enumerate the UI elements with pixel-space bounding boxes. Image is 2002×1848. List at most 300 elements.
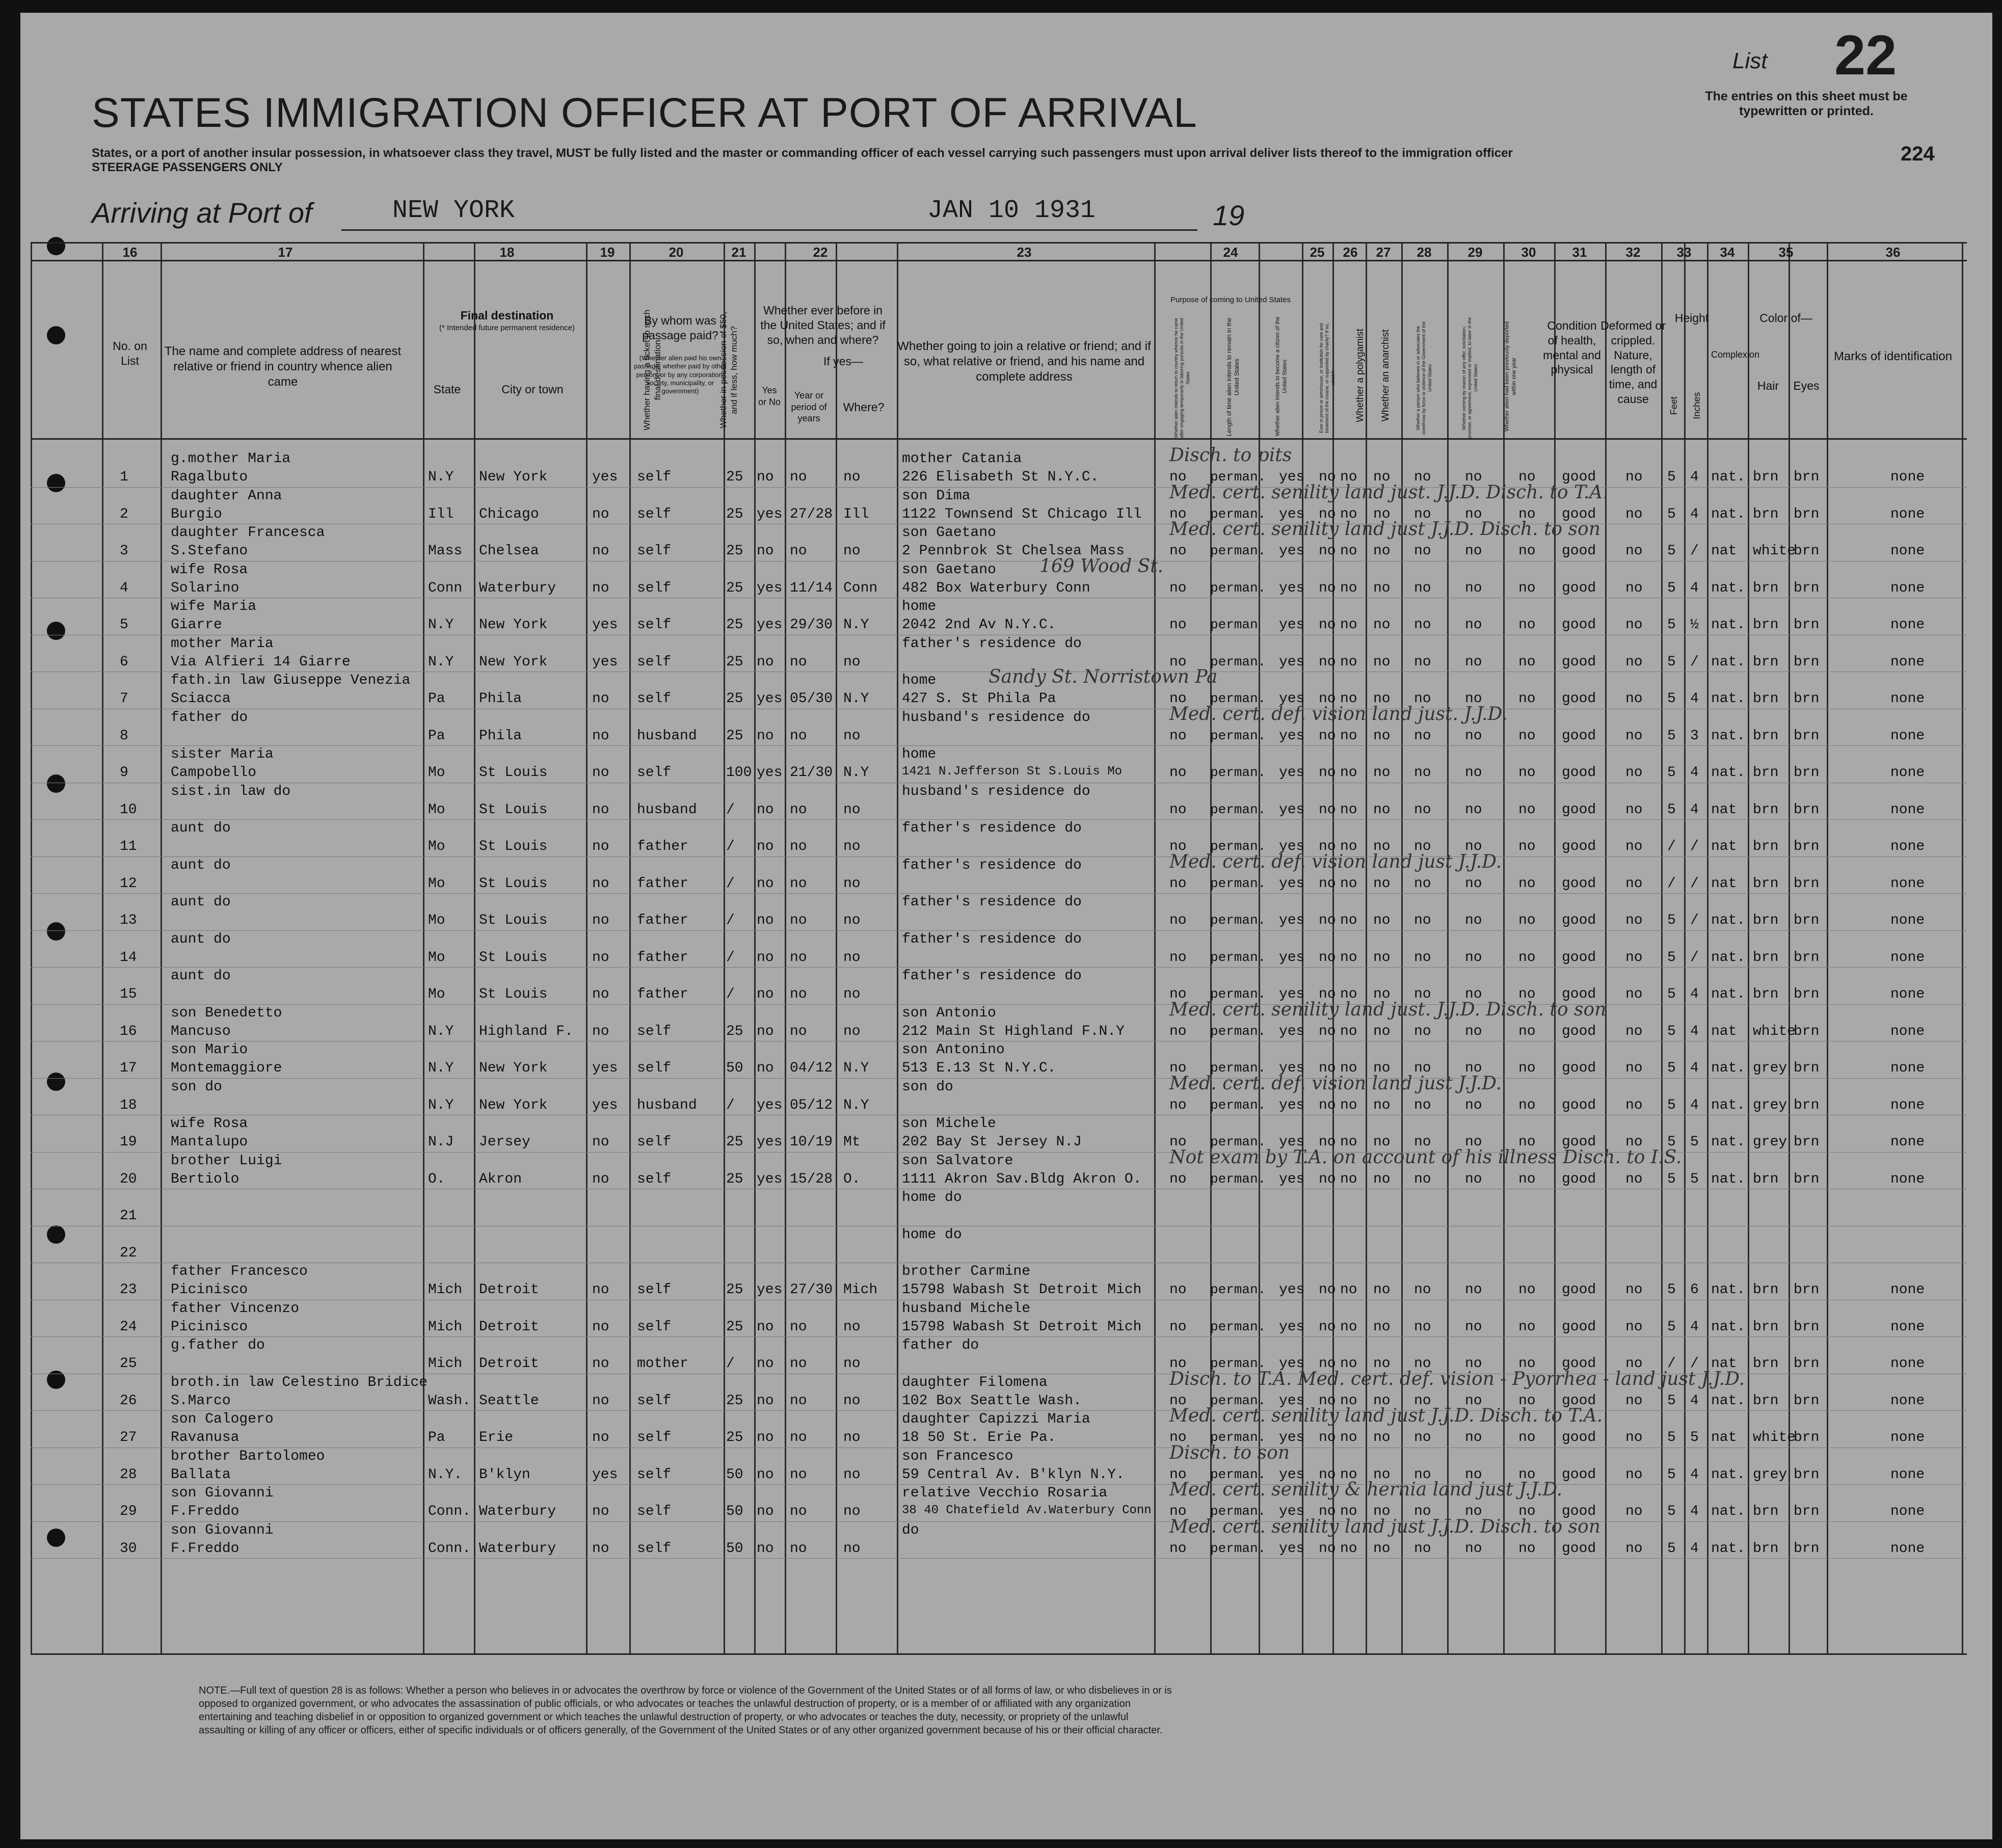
health-cell: good [1562,543,1596,559]
where-cell: no [843,1023,861,1039]
health-cell: good [1562,1282,1596,1298]
prison-cell: no [1319,1097,1336,1113]
eyes-cell: brn [1794,1430,1820,1445]
hair-cell: brn [1753,1540,1779,1557]
state-cell: Mo [428,949,445,966]
deformed-cell: no [1625,617,1643,633]
anarchist-cell: no [1373,1504,1391,1519]
subtitle: States, or a port of another insular possession, in whatsoever class they travel, MUST be fully listed and the master or commanding officer of each vessel carrying such passengers must upon arrival deliver lists thereof to the immigration officer [92,146,1513,160]
anarchist-cell: no [1373,506,1391,522]
joining-address: 102 Box Seattle Wash. [902,1392,1082,1409]
where-cell: Mich [843,1282,878,1298]
joining-address: 226 Elisabeth St N.Y.C. [902,469,1099,485]
anarchist-cell: no [1373,691,1391,707]
polygamist-cell: no [1340,1171,1357,1187]
header-offer: Whether coming by reason of any offer, solicitation, promise, or agreement, expressed or implied, to labor in the United States [1461,317,1478,439]
overthrow-cell: no [1414,1171,1431,1187]
ticket-cell: no [592,986,609,1002]
ticket-cell: no [592,765,609,781]
row-number: 9 [120,765,128,781]
passage-cell: self [637,1466,672,1483]
year-cell: no [790,1023,807,1039]
complexion-cell: nat. [1711,1392,1746,1409]
feet-cell: 5 [1667,728,1676,744]
header-passage-note: (Whether alien paid his own passage, whether paid by other person, or by any corporation, society, municipality, or government) [634,354,727,395]
complexion-cell: nat. [1711,1466,1746,1483]
marks-cell: none [1890,1319,1925,1335]
handwritten-note: Med. cert. def. vision land just J.J.D. [1169,1073,1502,1094]
complexion-cell: nat [1711,1356,1737,1372]
inches-cell: 6 [1690,1282,1699,1298]
joining-name: do [902,1522,919,1538]
relative-name: g.mother Maria [171,451,291,467]
offer-cell: no [1465,1504,1482,1519]
polygamist-cell: no [1340,691,1357,707]
offer-cell: no [1465,506,1482,522]
eyes-cell: brn [1794,728,1820,744]
row-number: 11 [120,839,137,854]
city-cell: Waterbury [479,1540,556,1557]
header-final-destination: Final destination [460,309,554,322]
offer-cell: no [1465,1060,1482,1076]
eyes-cell: brn [1794,875,1820,892]
feet-cell: 5 [1667,1134,1676,1150]
overthrow-cell: no [1414,1023,1431,1039]
hair-cell: grey [1753,1134,1787,1150]
joining-name: home do [902,1190,962,1206]
ticket-cell: no [592,580,609,596]
header-passage: By whom was passage paid? [642,314,718,342]
header-polygamist: Whether a polygamist [1355,329,1366,422]
ticket-cell: no [592,1171,609,1187]
marks-cell: none [1890,875,1925,892]
hair-cell: brn [1753,801,1779,818]
year-cell: 10/19 [790,1134,833,1150]
anarchist-cell: no [1373,839,1391,854]
complexion-cell: nat. [1711,949,1746,966]
purpose-return-cell: no [1169,543,1187,559]
purpose-citizen-cell: yes [1279,949,1305,966]
table-column-rule [423,242,424,1653]
overthrow-cell: no [1414,839,1431,854]
where-cell: no [843,543,861,559]
sheet-number: 224 [1901,143,1935,165]
feet-cell: / [1667,1356,1676,1372]
header-purpose: Purpose of coming to United States [1170,296,1291,304]
prison-cell: no [1319,728,1336,744]
deformed-cell: no [1625,543,1643,559]
feet-cell: 5 [1667,617,1676,633]
overthrow-cell: no [1414,617,1431,633]
passage-cell: husband [637,801,697,818]
column-number: 35 [1778,245,1794,260]
eyes-cell: brn [1794,1319,1820,1335]
state-cell: N.J [428,1134,454,1150]
row-number: 10 [120,801,137,818]
anarchist-cell: no [1373,1171,1391,1187]
deformed-cell: no [1625,1097,1643,1113]
row-number: 14 [120,949,137,966]
purpose-citizen-cell: yes [1279,1504,1305,1519]
feet-cell: / [1667,875,1676,892]
deported-cell: no [1518,765,1536,781]
table-column-rule [1447,242,1449,1653]
health-cell: good [1562,728,1596,744]
marks-cell: none [1890,1171,1925,1187]
prison-cell: no [1319,691,1336,707]
prison-cell: no [1319,1540,1336,1557]
city-cell: Detroit [479,1319,539,1335]
deformed-cell: no [1625,875,1643,892]
deformed-cell: no [1625,1060,1643,1076]
joining-name: son Antonio [902,1005,996,1021]
money-cell: 25 [726,1392,743,1409]
where-cell: no [843,913,861,928]
purpose-citizen-cell: yes [1279,1023,1305,1039]
purpose-length-cell: perman. [1210,728,1266,743]
ticket-cell: no [592,1282,609,1298]
row-number: 18 [120,1097,137,1113]
passage-cell: self [637,1430,672,1445]
purpose-length-cell: perman. [1210,1097,1266,1113]
joining-address: 15798 Wabash St Detroit Mich [902,1319,1142,1335]
table-row [31,1410,1967,1411]
marks-cell: none [1890,913,1925,928]
eyes-cell: brn [1794,949,1820,966]
city-cell: St Louis [479,949,548,966]
complexion-cell: nat. [1711,506,1746,522]
relative-name: father Francesco [171,1264,308,1279]
anarchist-cell: no [1373,801,1391,818]
prison-cell: no [1319,1430,1336,1445]
relative-name: son Calogero [171,1411,274,1427]
money-cell: / [726,839,735,854]
eyes-cell: brn [1794,580,1820,596]
purpose-citizen-cell: yes [1279,839,1305,854]
relative-name: son Benedetto [171,1005,282,1021]
deformed-cell: no [1625,1023,1643,1039]
table-column-rule [161,242,162,1653]
marks-cell: none [1890,1430,1925,1445]
where-cell: no [843,949,861,966]
header-money: Whether in possession of $50, and if less, how much? [718,311,739,428]
column-number: 24 [1223,245,1238,260]
feet-cell: 5 [1667,1504,1676,1519]
complexion-cell: nat [1711,543,1737,559]
health-cell: good [1562,1134,1596,1150]
city-cell: Highland F. [479,1023,573,1039]
prison-cell: no [1319,986,1336,1002]
row-number: 25 [120,1356,137,1372]
money-cell: 25 [726,617,743,633]
before-cell: no [757,839,774,854]
anarchist-cell: no [1373,875,1391,892]
deformed-cell: no [1625,469,1643,485]
where-cell: no [843,839,861,854]
marks-cell: none [1890,1023,1925,1039]
purpose-citizen-cell: yes [1279,1392,1305,1409]
handwritten-note: Med. cert. def. vision land just J.J.D. [1169,851,1502,872]
eyes-cell: brn [1794,1392,1820,1409]
year-cell: 27/28 [790,506,833,522]
header-yes-no: Yes or No [758,385,781,407]
city-cell: New York [479,1060,548,1076]
overthrow-cell: no [1414,728,1431,744]
joining-address: 1111 Akron Sav.Bldg Akron O. [902,1171,1142,1187]
offer-cell: no [1465,617,1482,633]
overthrow-cell: no [1414,1134,1431,1150]
marks-cell: none [1890,1134,1925,1150]
year-cell: no [790,1392,807,1409]
purpose-length-cell: perman. [1210,580,1266,596]
row-number: 5 [120,617,128,633]
before-cell: no [757,801,774,818]
city-cell: Phila [479,728,522,744]
complexion-cell: nat. [1711,1504,1746,1519]
money-cell: 25 [726,543,743,559]
polygamist-cell: no [1340,765,1357,781]
relative-address: Mancuso [171,1023,231,1039]
offer-cell: no [1465,728,1482,744]
deported-cell: no [1518,1097,1536,1113]
joining-address: 513 E.13 St N.Y.C. [902,1060,1056,1076]
header-ticket: Whether having a ticket to such final destination [642,309,662,431]
health-cell: good [1562,654,1596,670]
before-cell: no [757,728,774,744]
eyes-cell: brn [1794,839,1820,854]
polygamist-cell: no [1340,1282,1357,1298]
purpose-citizen-cell: yes [1279,1134,1305,1150]
hair-cell: brn [1753,617,1779,633]
joining-name: father's residence do [902,968,1082,984]
joining-name: home do [902,1226,962,1243]
relative-address: F.Freddo [171,1540,239,1557]
relative-address: Campobello [171,765,257,781]
inches-cell: 4 [1690,1504,1699,1519]
table-column-rule [1707,242,1709,1653]
deported-cell: no [1518,1540,1536,1557]
row-number: 6 [120,654,128,670]
relative-name: son Giovanni [171,1522,274,1538]
inches-cell: 4 [1690,1540,1699,1557]
year-cell: 05/30 [790,691,833,707]
table-column-rule [1554,242,1556,1653]
offer-cell: no [1465,1466,1482,1483]
anarchist-cell: no [1373,543,1391,559]
row-number: 24 [120,1319,137,1335]
header-color-of: Color of— [1759,311,1812,325]
before-cell: yes [757,506,783,522]
relative-name: aunt do [171,968,231,984]
column-number: 36 [1885,245,1901,260]
complexion-cell: nat. [1711,580,1746,596]
purpose-citizen-cell: yes [1279,801,1305,818]
eyes-cell: brn [1794,1504,1820,1519]
inches-cell: 3 [1690,728,1699,744]
purpose-citizen-cell: yes [1279,506,1305,522]
relative-name: brother Luigi [171,1153,282,1169]
passage-cell: father [637,875,688,892]
passage-cell: husband [637,728,697,744]
relative-address: Montemaggiore [171,1060,282,1076]
offer-cell: no [1465,543,1482,559]
city-cell: New York [479,654,548,670]
overthrow-cell: no [1414,1466,1431,1483]
deformed-cell: no [1625,1466,1643,1483]
row-number: 7 [120,691,128,707]
header-purpose-a: Whether alien intends to return to country whence he came after engaging temporarily in laboring pursuits in the United States [1173,318,1190,438]
table-column-rule [754,242,756,1653]
feet-cell: 5 [1667,1319,1676,1335]
inches-cell: ½ [1690,617,1699,633]
before-cell: no [757,1356,774,1372]
year-cell: no [790,839,807,854]
health-cell: good [1562,801,1596,818]
money-cell: 25 [726,654,743,670]
overthrow-cell: no [1414,1392,1431,1409]
row-number: 16 [120,1023,137,1039]
joining-name: home [902,746,937,762]
anarchist-cell: no [1373,617,1391,633]
table-column-rule [1962,242,1963,1653]
joining-name: son Salvatore [902,1153,1013,1169]
health-cell: good [1562,839,1596,854]
purpose-return-cell: no [1169,580,1187,596]
column-number: 16 [122,245,138,260]
feet-cell: 5 [1667,1466,1676,1483]
money-cell: 25 [726,1319,743,1335]
ticket-cell: no [592,949,609,966]
inches-cell: 4 [1690,1023,1699,1039]
anarchist-cell: no [1373,1540,1391,1557]
purpose-citizen-cell: yes [1279,728,1305,744]
anarchist-cell: no [1373,1430,1391,1445]
purpose-length-cell: perman. [1210,1504,1266,1519]
passage-cell: self [637,543,672,559]
complexion-cell: nat. [1711,469,1746,485]
offer-cell: no [1465,949,1482,966]
eyes-cell: brn [1794,1356,1820,1372]
hair-cell: brn [1753,1282,1779,1298]
ticket-cell: no [592,543,609,559]
purpose-citizen-cell: yes [1279,1319,1305,1335]
feet-cell: 5 [1667,1430,1676,1445]
city-cell: New York [479,1097,548,1113]
complexion-cell: nat. [1711,617,1746,633]
marks-cell: none [1890,617,1925,633]
table-row [31,1078,1967,1079]
year-cell: no [790,1540,807,1557]
ticket-cell: yes [592,617,618,633]
hair-cell: brn [1753,654,1779,670]
purpose-citizen-cell: yes [1279,875,1305,892]
deported-cell: no [1518,543,1536,559]
state-cell: N.Y [428,654,454,670]
before-cell: yes [757,1171,783,1187]
polygamist-cell: no [1340,1466,1357,1483]
city-cell: St Louis [479,986,548,1002]
eyes-cell: brn [1794,1171,1820,1187]
relative-name: son Giovanni [171,1485,274,1501]
complexion-cell: nat [1711,1430,1737,1445]
offer-cell: no [1465,1356,1482,1372]
anarchist-cell: no [1373,1023,1391,1039]
table-column-rule [102,242,103,1653]
prison-cell: no [1319,654,1336,670]
overthrow-cell: no [1414,1504,1431,1519]
header-before-us: Whether ever before in the United States; and if so, when and where? [760,304,886,346]
offer-cell: no [1465,839,1482,854]
table-column-rule [629,242,631,1653]
purpose-length-cell: perman. [1210,1319,1266,1334]
city-cell: Erie [479,1430,514,1445]
column-number: 30 [1521,245,1536,260]
ticket-cell: no [592,1504,609,1519]
joining-address: 18 50 St. Erie Pa. [902,1430,1056,1445]
header-overthrow: Whether a person who believes in or advocates the overthrow by force or violence of the Government of the United States [1416,321,1432,435]
column-number: 32 [1625,245,1641,260]
offer-cell: no [1465,469,1482,485]
eyes-cell: brn [1794,1466,1820,1483]
relative-address: Giarre [171,617,222,633]
prison-cell: no [1319,801,1336,818]
state-cell: Mo [428,765,445,781]
feet-cell: 5 [1667,469,1676,485]
health-cell: good [1562,469,1596,485]
overthrow-cell: no [1414,765,1431,781]
offer-cell: no [1465,1023,1482,1039]
relative-address: Picinisco [171,1319,248,1335]
passage-cell: self [637,469,672,485]
purpose-return-cell: no [1169,617,1187,633]
feet-cell: 5 [1667,1282,1676,1298]
ticket-cell: yes [592,1466,618,1483]
complexion-cell: nat. [1711,728,1746,744]
complexion-cell: nat. [1711,765,1746,781]
deported-cell: no [1518,506,1536,522]
money-cell: 25 [726,469,743,485]
relative-name: sister Maria [171,746,274,762]
overthrow-cell: no [1414,875,1431,892]
prison-cell: no [1319,469,1336,485]
purpose-length-cell: perman. [1210,1023,1266,1039]
overthrow-cell: no [1414,1060,1431,1076]
before-cell: yes [757,1282,783,1298]
deported-cell: no [1518,1134,1536,1150]
table-row [31,819,1967,820]
offer-cell: no [1465,654,1482,670]
state-cell: N.Y [428,1060,454,1076]
year-cell: no [790,469,807,485]
purpose-citizen-cell: yes [1279,617,1305,633]
inches-cell: / [1690,1356,1699,1372]
complexion-cell: nat. [1711,913,1746,928]
hair-cell: brn [1753,1319,1779,1335]
health-cell: good [1562,506,1596,522]
header-hair: Hair [1757,379,1779,392]
header-inches: Inches [1691,392,1702,419]
deported-cell: no [1518,728,1536,744]
polygamist-cell: no [1340,1356,1357,1372]
feet-cell: 5 [1667,1171,1676,1187]
year-cell: no [790,1430,807,1445]
purpose-citizen-cell: yes [1279,654,1305,670]
prison-cell: no [1319,543,1336,559]
state-cell: Mo [428,913,445,928]
hair-cell: brn [1753,986,1779,1002]
year-cell: 21/30 [790,765,833,781]
ticket-cell: yes [592,1060,618,1076]
